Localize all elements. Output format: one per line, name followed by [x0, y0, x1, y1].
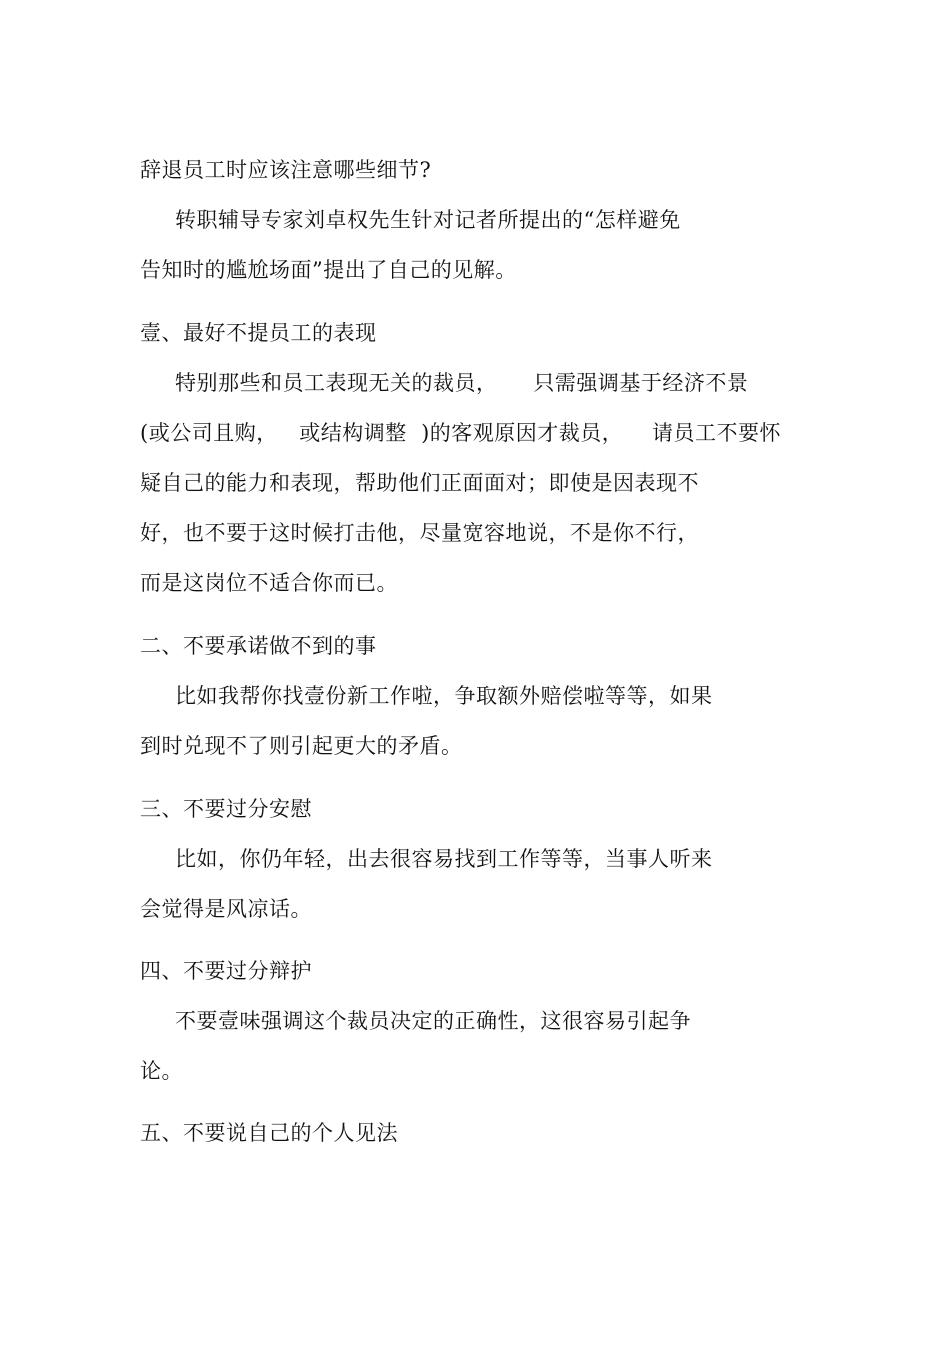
section-4-line-2: 论。 — [140, 1059, 183, 1083]
intro-line-2: 告知时的尴尬场面”提出了自己的见解。 — [140, 258, 517, 282]
section-4-heading: 四、不要过分辩护 — [140, 959, 312, 983]
section-1-line-2: (或公司且购， 或结构调整 )的客观原因才裁员， 请员工不要怀 — [140, 421, 781, 445]
section-1-line-4: 好，也不要于这时候打击他，尽量宽容地说，不是你不行， — [140, 521, 699, 545]
section-1-line-1: 特别那些和员工表现无关的裁员， 只需强调基于经济不景 — [175, 371, 749, 395]
section-2-heading: 二、不要承诺做不到的事 — [140, 634, 377, 658]
intro-line-1: 转职辅导专家刘卓权先生针对记者所提出的“怎样避免 — [175, 208, 681, 232]
section-2-line-2: 到时兑现不了则引起更大的矛盾。 — [140, 734, 463, 758]
document-title: 辞退员工时应该注意哪些细节? — [140, 158, 432, 182]
section-4-line-1: 不要壹味强调这个裁员决定的正确性，这很容易引起争 — [175, 1009, 691, 1033]
section-2-line-1: 比如我帮你找壹份新工作啦，争取额外赔偿啦等等，如果 — [175, 684, 713, 708]
section-3-heading: 三、不要过分安慰 — [140, 797, 312, 821]
section-1-line-3: 疑自己的能力和表现，帮助他们正面面对；即使是因表现不 — [140, 471, 699, 495]
section-1-heading: 壹、最好不提员工的表现 — [140, 321, 377, 345]
section-5-heading: 五、不要说自己的个人见法 — [140, 1121, 398, 1145]
section-1-line-5: 而是这岗位不适合你而已。 — [140, 571, 398, 595]
section-3-line-1: 比如，你仍年轻，出去很容易找到工作等等，当事人听来 — [175, 847, 713, 871]
section-3-line-2: 会觉得是风凉话。 — [140, 897, 312, 921]
